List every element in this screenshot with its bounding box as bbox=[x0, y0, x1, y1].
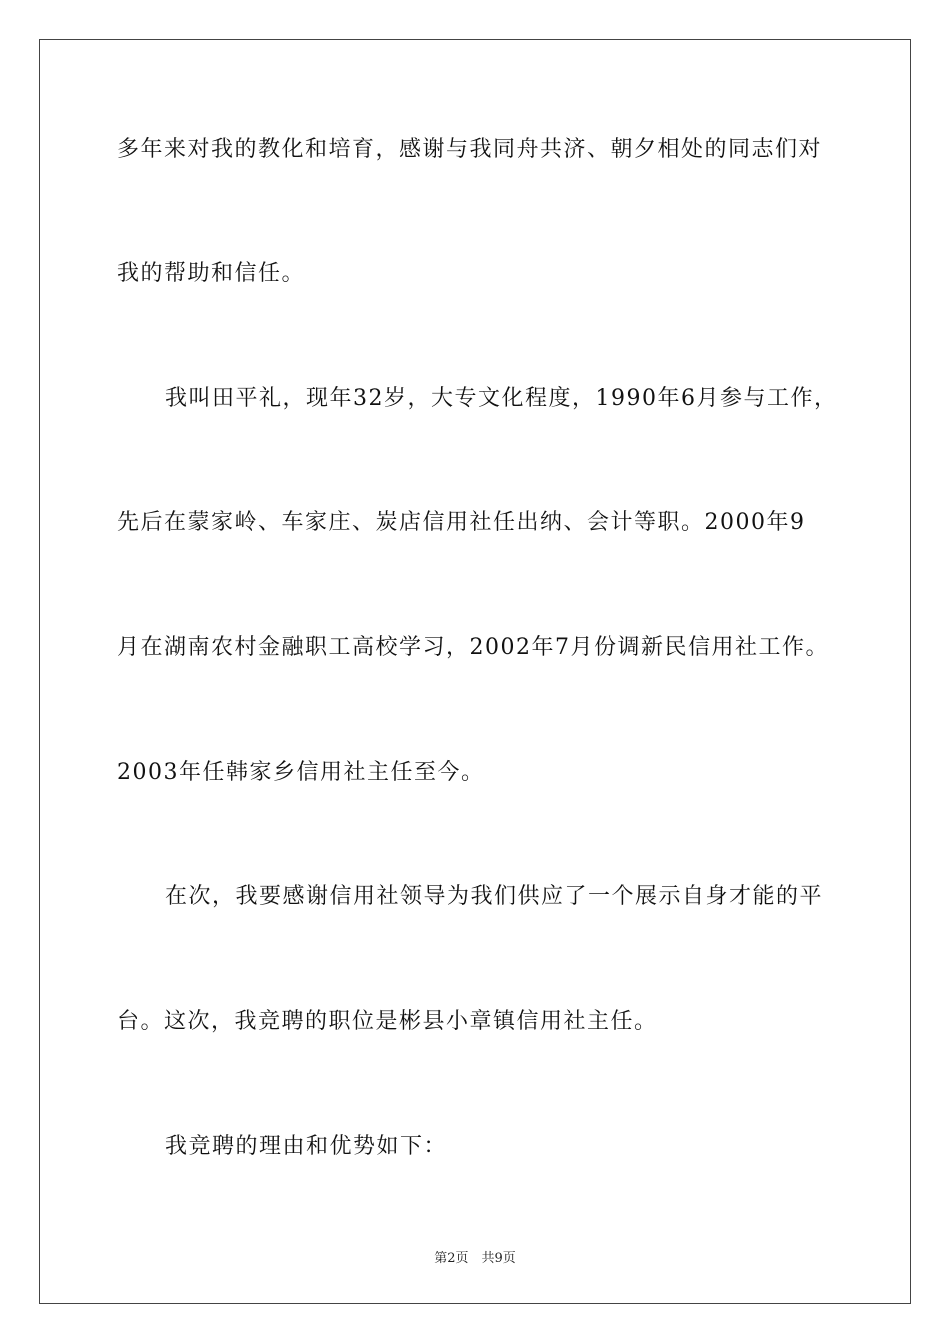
text-line: 台。这次，我竞聘的职位是彬县小章镇信用社主任。 bbox=[117, 1009, 658, 1034]
text-line: 月在湖南农村金融职工高校学习，2002年7月份调新民信用社工作。 bbox=[117, 635, 829, 660]
page-number-footer: 第2页 共9页 bbox=[434, 1251, 516, 1266]
text-line: 2003年任韩家乡信用社主任至今。 bbox=[117, 760, 485, 785]
text-line: 先后在蒙家岭、车家庄、炭店信用社任出纳、会计等职。2000年9 bbox=[117, 510, 806, 535]
paragraph-start-line: 在次，我要感谢信用社领导为我们供应了一个展示自身才能的平 bbox=[165, 884, 824, 909]
page-frame bbox=[39, 39, 911, 1304]
paragraph-start-line: 我叫田平礼，现年32岁，大专文化程度，1990年6月参与工作， bbox=[165, 386, 838, 411]
text-line: 我的帮助和信任。 bbox=[117, 261, 306, 286]
text-line: 多年来对我的教化和培育，感谢与我同舟共济、朝夕相处的同志们对 bbox=[117, 137, 823, 162]
paragraph-start-line: 我竞聘的理由和优势如下： bbox=[165, 1134, 448, 1159]
